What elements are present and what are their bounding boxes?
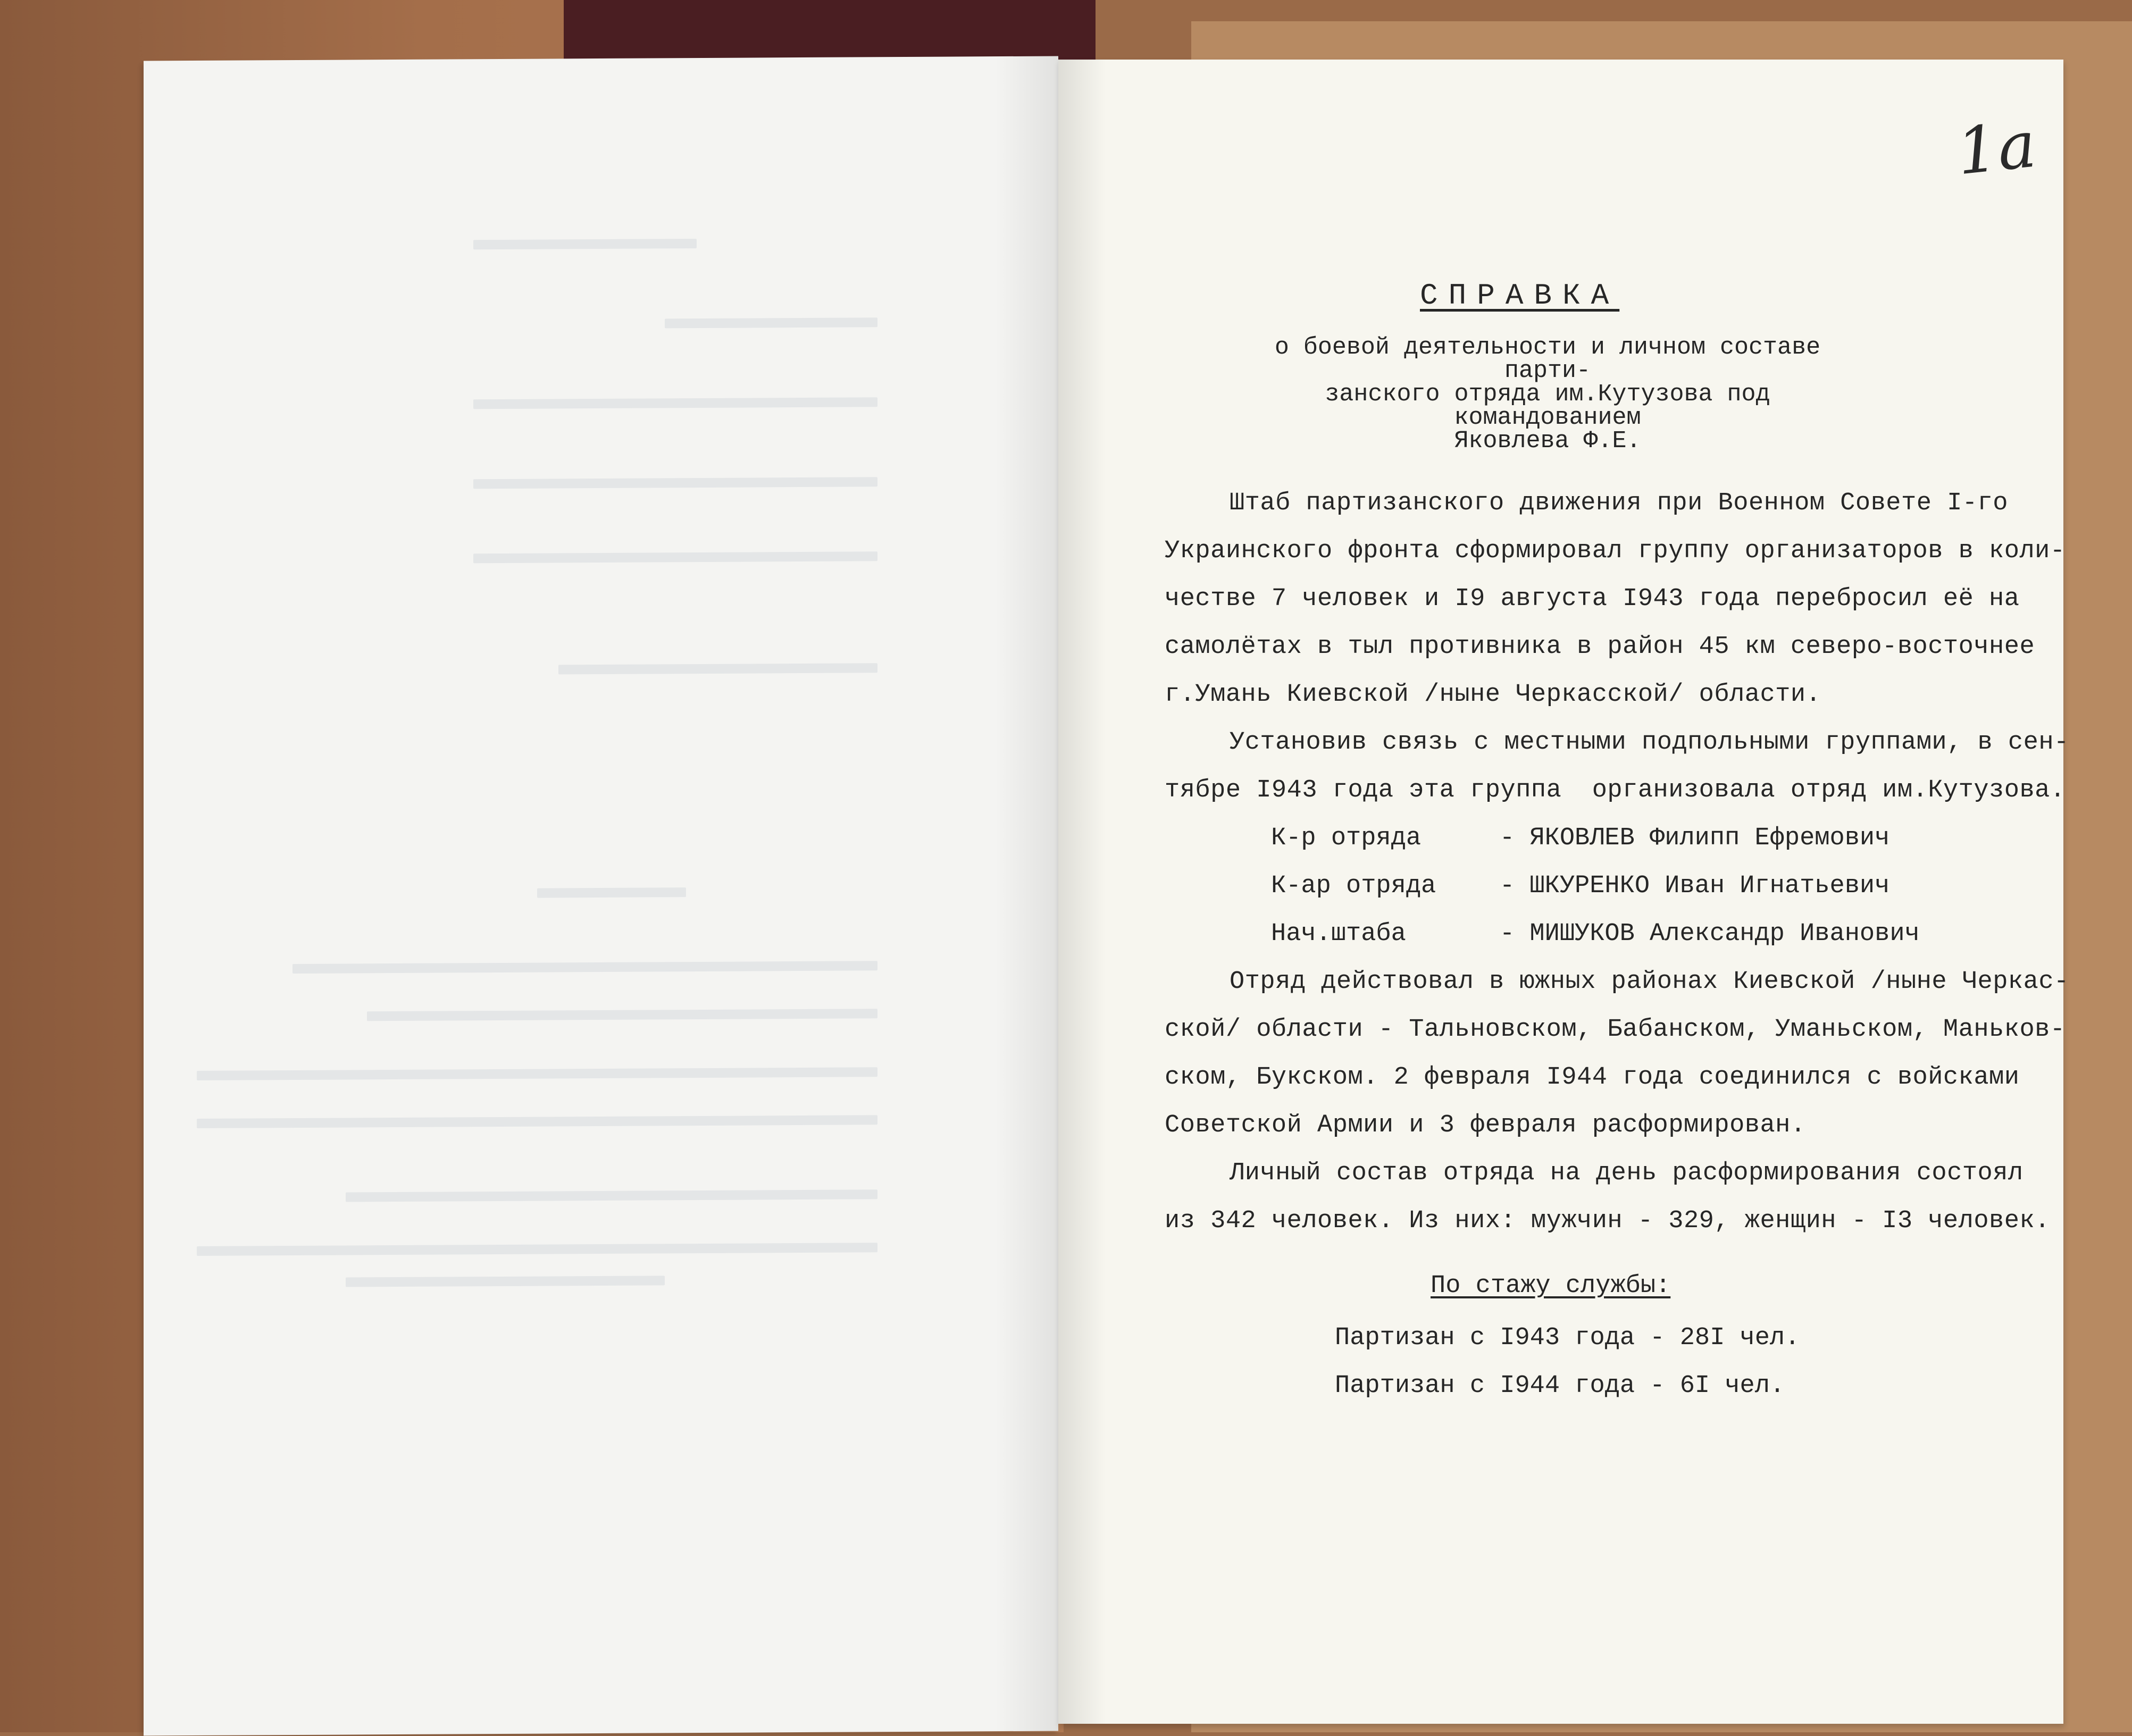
text-line: тябре I943 года эта группа организовала отряд им.Кутузова.: [1165, 776, 2066, 804]
bleed-through-line: [292, 961, 877, 974]
text-line: Отряд действовал в южных районах Киевской /ныне Черкас-: [1230, 968, 2069, 996]
binding-spine: [564, 0, 1096, 64]
text-line: ском, Букском. 2 февраля I944 года соединился с войсками: [1165, 1063, 2020, 1092]
bleed-through-line: [346, 1276, 665, 1287]
text-line: из 342 человек. Из них: мужчин - 329, женщин - I3 человек.: [1165, 1207, 2050, 1235]
document-body: [1058, 60, 2069, 1724]
text-line: Украинского фронта сформировал группу организаторов в коли-: [1165, 537, 2066, 565]
document-subtitle: о боевой деятельности и личном составе парти- занского отряда им.Кутузова под командованием Яковлева Ф.Е.: [1274, 334, 1821, 455]
text-line: самолётах в тыл противника в район 45 км северо-восточнее: [1165, 633, 2035, 661]
text-line: Штаб партизанского движения при Военном Совете I-го: [1230, 489, 2008, 517]
bleed-through-line: [558, 663, 877, 674]
bleed-through-line: [197, 1115, 877, 1128]
staff-row: [1271, 872, 1889, 900]
service-heading: По стажу службы:: [1431, 1272, 1671, 1300]
text-line: г.Умань Киевской /ныне Черкасской/ области.: [1165, 681, 1821, 709]
bleed-through-line: [197, 1067, 877, 1080]
staff-role: К-ар отряда: [1271, 872, 1436, 900]
bleed-through-line: [367, 1009, 877, 1021]
blank-left-page: [144, 56, 1058, 1735]
service-row: Партизан с I944 года - 6I чел.: [1335, 1372, 1785, 1400]
text-line: Советской Армии и 3 февраля расформирован.: [1165, 1111, 1806, 1139]
bleed-through-line: [473, 477, 877, 489]
bleed-through-line: [197, 1243, 877, 1256]
staff-row: [1271, 824, 1889, 852]
staff-name: - ЯКОВЛЕВ Филипп Ефремович: [1500, 824, 1890, 852]
bleed-through-line: [473, 397, 877, 409]
staff-role: Нач.штаба: [1271, 920, 1406, 948]
text-line: честве 7 человек и I9 августа I943 года перебросил её на: [1165, 585, 2020, 613]
document-title: СПРАВКА: [1420, 279, 1620, 313]
staff-row: [1271, 920, 1920, 948]
text-line: ской/ области - Тальновском, Бабанском, Уманьском, Маньков-: [1165, 1016, 2066, 1044]
bleed-through-line: [346, 1189, 877, 1202]
handwritten-folio-number: 1a: [1953, 107, 2039, 190]
service-row: Партизан с I943 года - 28I чел.: [1335, 1324, 1800, 1352]
typed-document-page: [1058, 60, 2069, 1724]
text-line: Личный состав отряда на день расформирования состоял: [1230, 1159, 2024, 1187]
bleed-through-line: [473, 551, 877, 563]
staff-name: - ШКУРЕНКО Иван Игнатьевич: [1500, 872, 1890, 900]
bleed-through-line: [665, 317, 877, 328]
bleed-through-line: [537, 887, 686, 898]
bleed-through-line: [473, 239, 697, 249]
text-line: Установив связь с местными подпольными группами, в сен-: [1230, 728, 2069, 757]
staff-role: К-р отряда: [1271, 824, 1422, 852]
staff-name: - МИШУКОВ Александр Иванович: [1500, 920, 1920, 948]
